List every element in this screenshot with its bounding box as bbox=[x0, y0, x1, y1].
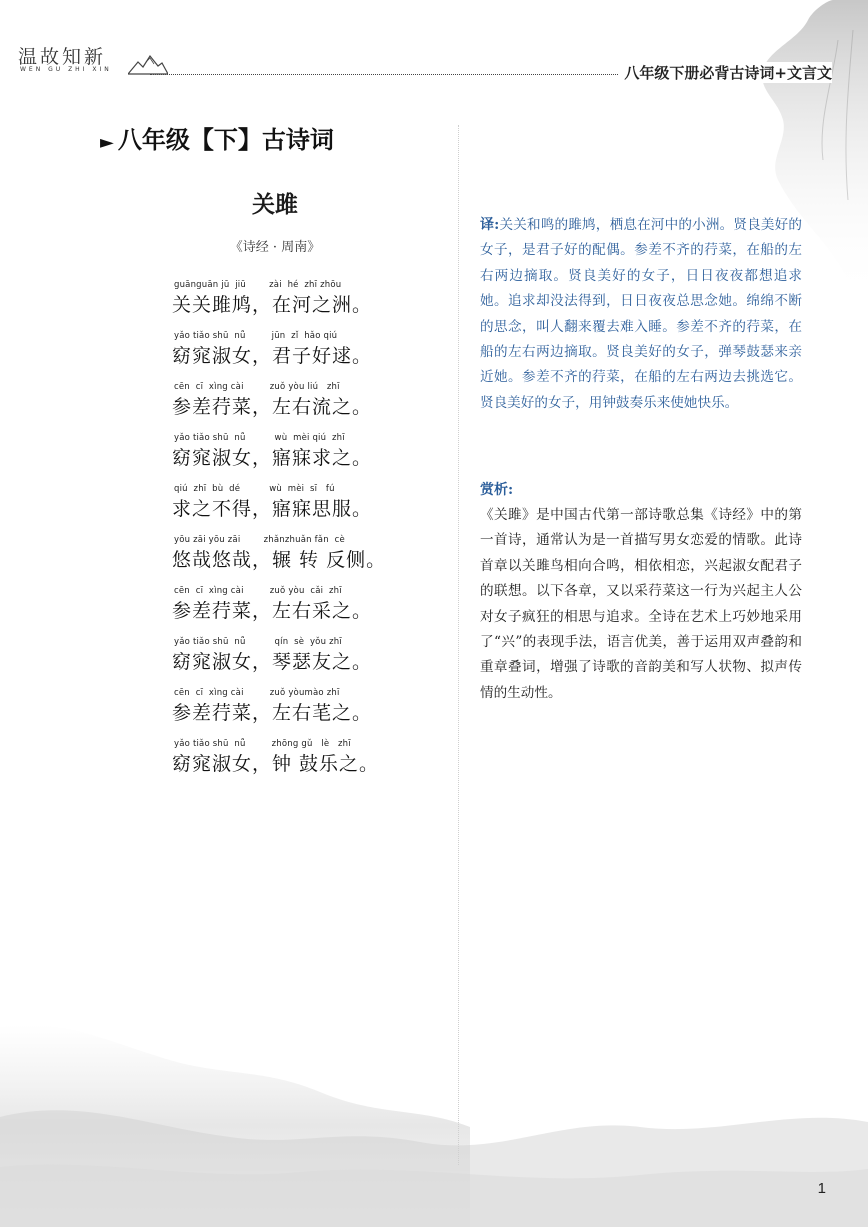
poem-verse: 窈窕淑女，寤寐求之。 bbox=[172, 447, 373, 469]
pinyin-annotation: yōu zāi yōu zāi zhǎnzhuǎn fǎn cè bbox=[174, 535, 345, 545]
translation-block bbox=[480, 213, 802, 416]
poem-title: 关雎 bbox=[252, 191, 298, 218]
poem-line bbox=[172, 688, 412, 739]
poem-source: 《诗经 · 周南》 bbox=[229, 240, 321, 255]
poem-line bbox=[172, 331, 412, 382]
pinyin-annotation: guānguān jū jiū zài hé zhī zhōu bbox=[174, 280, 342, 290]
poem-line bbox=[172, 382, 412, 433]
triangle-marker-icon: ► bbox=[100, 132, 114, 153]
appreciation-text: 《关雎》是中国古代第一部诗歌总集《诗经》中的第一首诗，通常认为是一首描写男女恋爱的情歌。此诗首章以关雎鸟相向合鸣，相依相恋，兴起淑女配君子的联想。以下各章，又以采荇菜这一行为兴起主人公对女子疯狂的相思与追求。全诗在艺术上巧妙地采用了“兴”的表现手法，语言优美，善于运用双声叠韵和重章叠词，增强了诗歌的音韵美和写人状物、拟声传情的生动性。 bbox=[480, 507, 802, 701]
translation-text: 关关和鸣的雎鸠，栖息在河中的小洲。贤良美好的女子，是君子好的配偶。参差不齐的荇菜，在船的左右两边摘取。贤良美好的女子，日日夜夜都想追求她。追求却没法得到，日日夜夜总思念她。绵绵不断的思念，叫人翻来覆去难入睡。参差不齐的荇菜，在船的左右两边摘取。贤良美好的女子，弹琴鼓瑟来亲近她。参差不齐的荇菜，在船的左右两边去挑选它。贤良美好的女子，用钟鼓奏乐来使她快乐。 bbox=[480, 217, 803, 411]
poem-verse: 关关雎鸠，在河之洲。 bbox=[172, 294, 373, 316]
poem-verse: 悠哉悠哉，辗 转 反侧。 bbox=[172, 549, 387, 571]
poem-lines bbox=[172, 280, 412, 790]
column-divider bbox=[458, 125, 459, 1165]
section-heading bbox=[100, 120, 334, 155]
poem-line bbox=[172, 433, 412, 484]
pinyin-annotation: yǎo tiǎo shū nǚ qín sè yǒu zhī bbox=[174, 637, 342, 647]
mountain-icon bbox=[128, 52, 168, 76]
pinyin-annotation: yǎo tiǎo shū nǚ wù mèi qiú zhī bbox=[174, 433, 345, 443]
poem-line bbox=[172, 280, 412, 331]
poem-line bbox=[172, 535, 412, 586]
mist-mountains-illustration bbox=[0, 997, 868, 1227]
appreciation-block bbox=[480, 503, 802, 706]
poem-line bbox=[172, 739, 412, 790]
pinyin-annotation: cēn cī xìng cài zuǒ yòu liú zhī bbox=[174, 382, 340, 392]
brand-logo bbox=[18, 42, 158, 78]
brand-subtitle: WEN GU ZHI XIN bbox=[20, 66, 112, 73]
poem-verse: 参差荇菜，左右采之。 bbox=[172, 600, 373, 622]
poem-line bbox=[172, 586, 412, 637]
pinyin-annotation: cēn cī xìng cài zuǒ yòu cǎi zhī bbox=[174, 586, 342, 596]
pinyin-annotation: qiú zhī bù dé wù mèi sī fú bbox=[174, 484, 335, 494]
poem-line bbox=[172, 484, 412, 535]
poem-verse: 求之不得，寤寐思服。 bbox=[172, 498, 373, 520]
pinyin-annotation: yǎo tiǎo shū nǚ jūn zǐ hǎo qiú bbox=[174, 331, 338, 341]
poem-verse: 窈窕淑女，君子好逑。 bbox=[172, 345, 373, 367]
appreciation-label: 赏析: bbox=[480, 482, 514, 498]
poem-verse: 窈窕淑女，琴瑟友之。 bbox=[172, 651, 373, 673]
pinyin-annotation: yǎo tiǎo shū nǚ zhōng gǔ lè zhī bbox=[174, 739, 351, 749]
translation-label: 译: bbox=[480, 217, 500, 233]
document-title: 八年级下册必背古诗词+文言文 bbox=[618, 62, 832, 83]
poem-verse: 参差荇菜，左右芼之。 bbox=[172, 702, 373, 724]
poem-verse: 参差荇菜，左右流之。 bbox=[172, 396, 373, 418]
pinyin-annotation: cēn cī xìng cài zuǒ yòumào zhī bbox=[174, 688, 340, 698]
page-number: 1 bbox=[817, 1180, 826, 1197]
poem-line bbox=[172, 637, 412, 688]
poem-verse: 窈窕淑女，钟 鼓乐之。 bbox=[172, 753, 380, 775]
brand-title: 温故知新 bbox=[18, 46, 107, 68]
section-heading-text: 八年级【下】古诗词 bbox=[117, 125, 334, 154]
